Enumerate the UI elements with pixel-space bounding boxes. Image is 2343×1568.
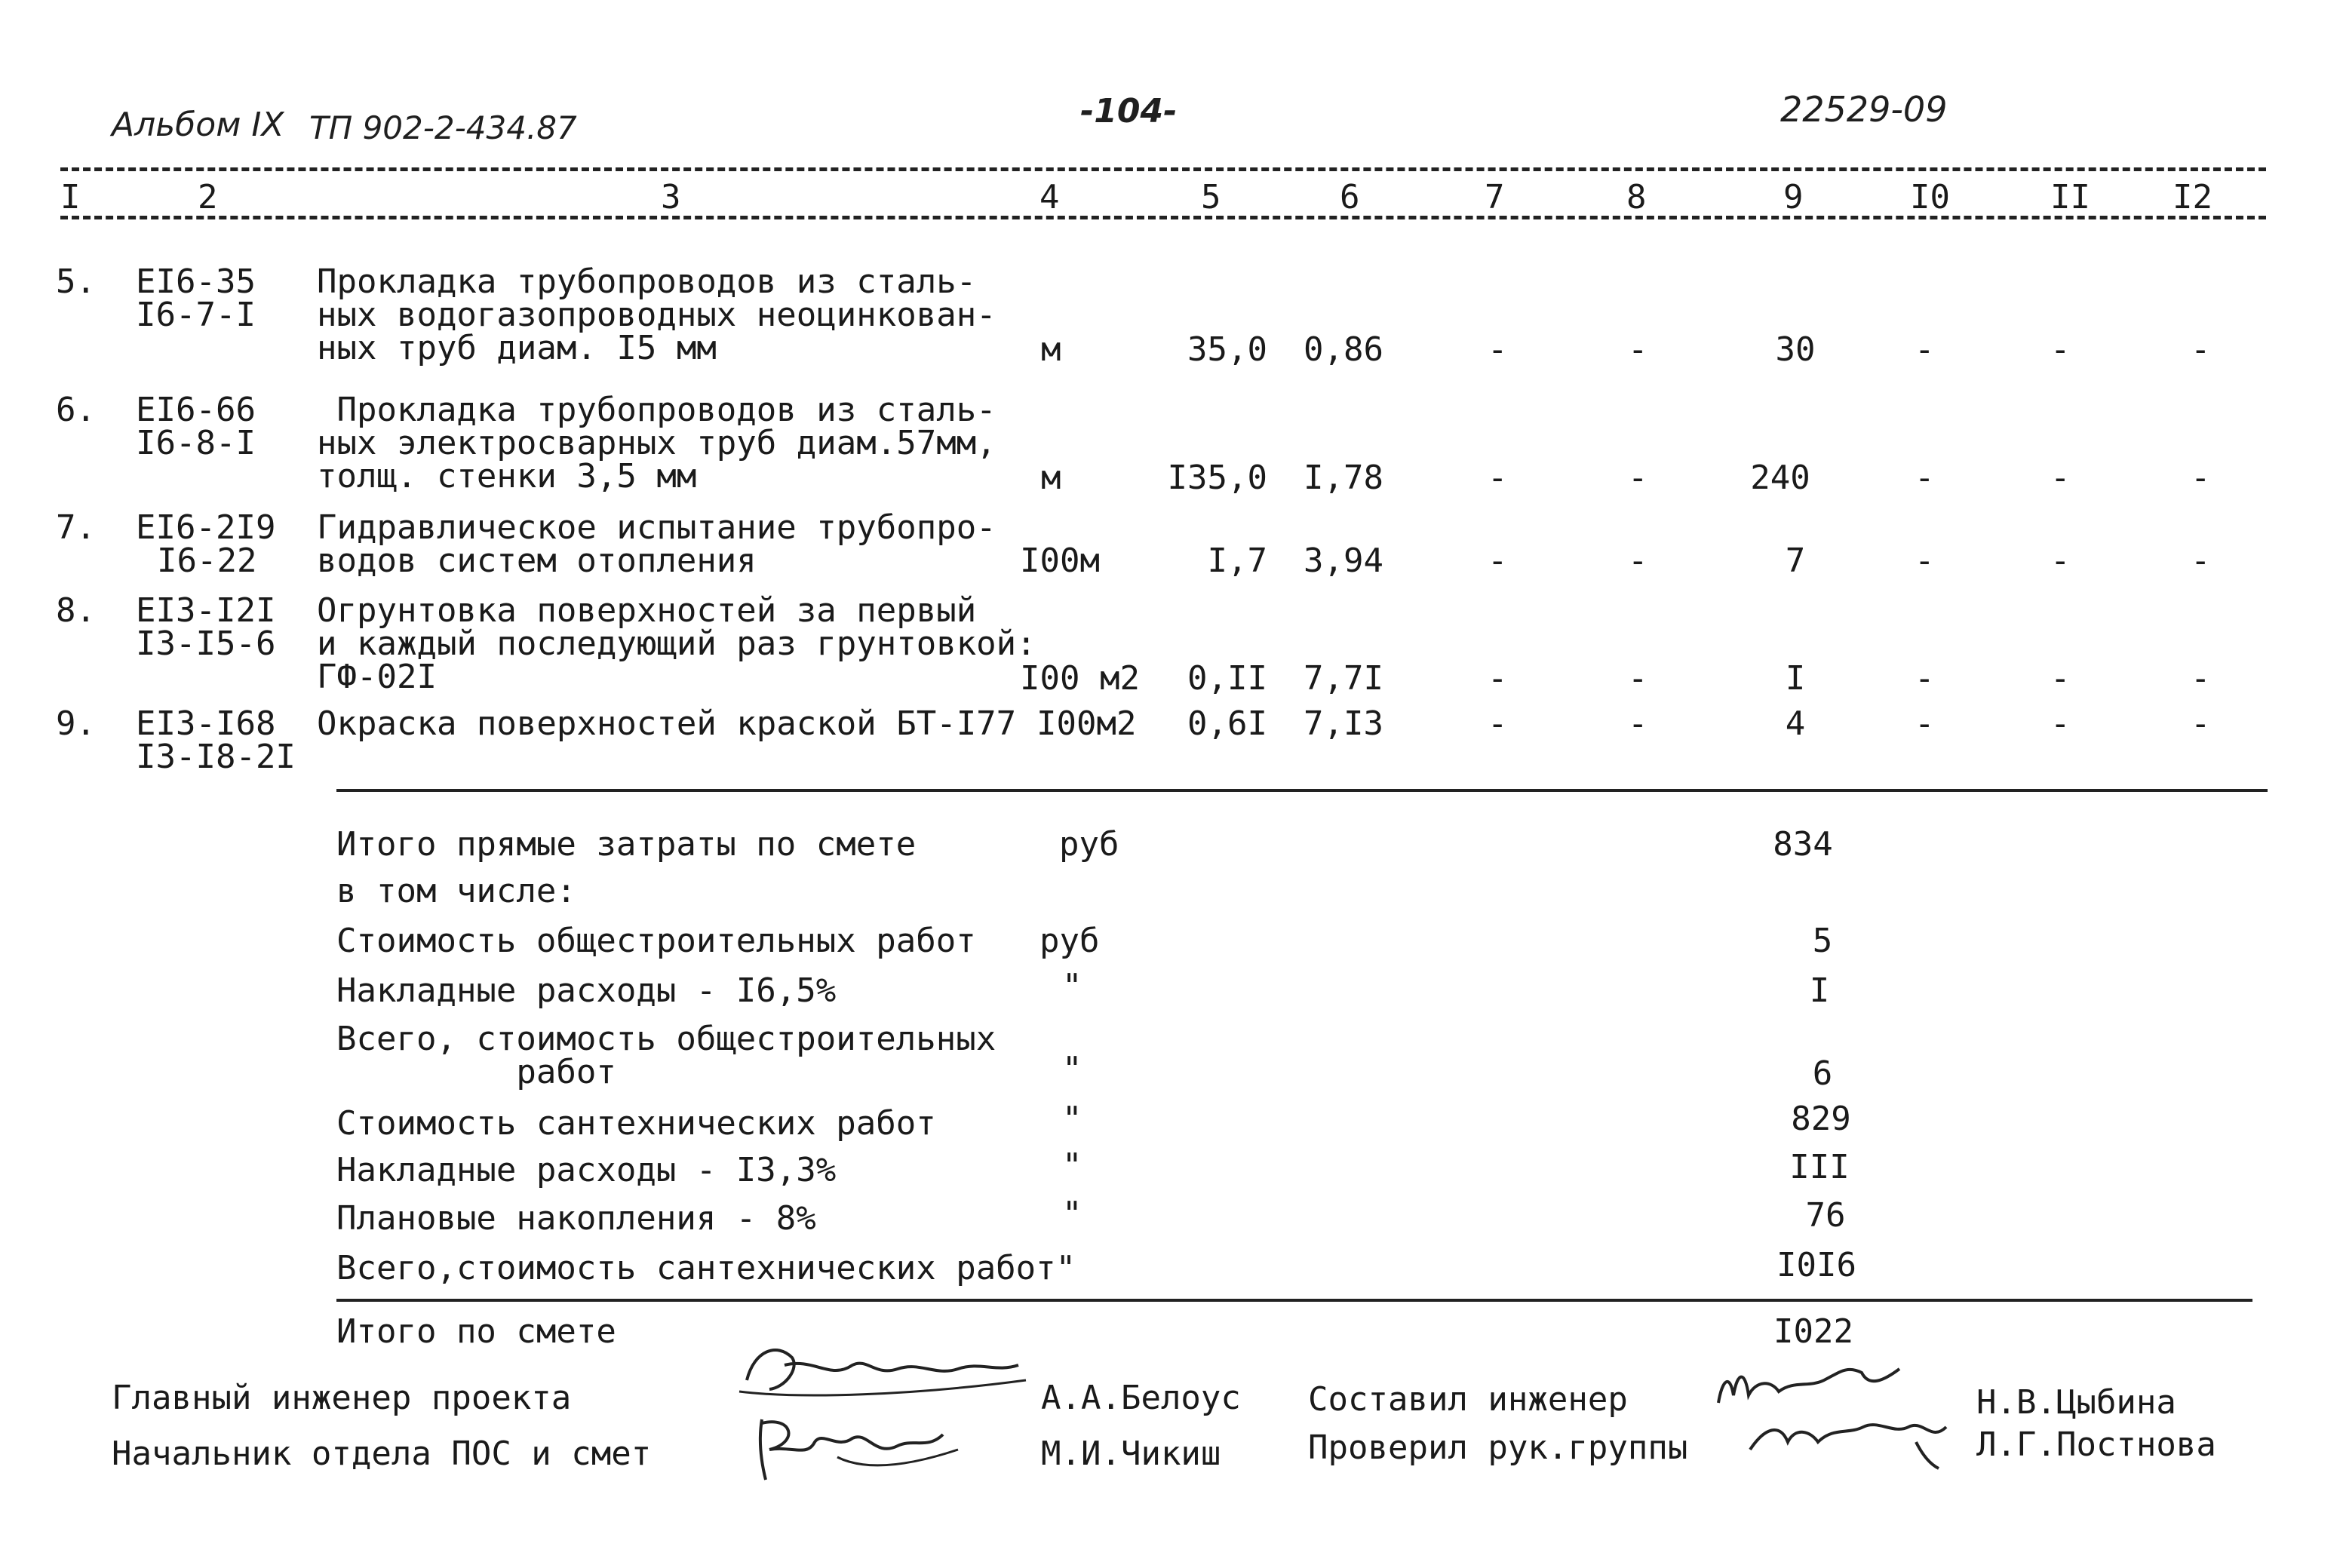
summary-value: I0I6 [1776,1246,1856,1284]
col7-value: - [1488,542,1508,580]
column-header: I [60,178,81,216]
row-number: 8. [56,591,96,630]
unit: I00м2 [1036,704,1137,743]
col11-value: - [2050,330,2071,369]
work-description: Окраска поверхностей краской БТ-I77 [317,704,1017,743]
col10-value: - [1915,704,1935,743]
work-description: Огрунтовка поверхностей за первый и каждый последующий раз грунтовкой: ГФ-02I [317,591,1036,696]
col11-value: - [2050,659,2071,698]
summary-unit: руб [1059,825,1119,864]
chief-engineer-signature [724,1335,1041,1403]
col7-value: - [1488,659,1508,698]
summary-unit: " [1062,1050,1082,1088]
unit-price: 3,94 [1304,542,1383,580]
col12-value: - [2191,330,2211,369]
unit: I00м [1020,542,1100,580]
col11-value: - [2050,459,2071,497]
unit-price: 7,I3 [1304,704,1383,743]
total-value: I022 [1773,1312,1853,1351]
unit: м [1041,459,1061,497]
cost-value: I [1785,659,1806,698]
column-header: 7 [1485,178,1505,216]
col10-value: - [1915,330,1935,369]
header-top-rule [60,167,2266,171]
column-header: 6 [1340,178,1360,216]
col11-value: - [2050,704,2071,743]
head-of-department-name: М.И.Чикиш [1041,1435,1221,1473]
chief-engineer-name: А.А.Белоус [1041,1379,1241,1417]
col11-value: - [2050,542,2071,580]
col10-value: - [1915,659,1935,698]
quantity: 0,6I [1187,704,1267,743]
unit-price: I,78 [1304,459,1383,497]
chief-engineer-title: Главный инженер проекта [112,1379,572,1417]
col8-value: - [1628,704,1648,743]
summary-value: 6 [1812,1054,1833,1093]
unit-price: 0,86 [1304,330,1383,369]
quantity: I,7 [1207,542,1267,580]
column-header: II [2050,178,2090,216]
total-label: Итого по смете [336,1312,616,1351]
summary-unit: " [1062,1195,1082,1233]
cost-value: 240 [1750,459,1810,497]
cost-value: 4 [1785,704,1806,743]
col12-value: - [2191,704,2211,743]
checked-by-signature [1735,1404,1961,1472]
column-header: 3 [661,178,681,216]
summary-value: 829 [1791,1100,1851,1138]
col10-value: - [1915,542,1935,580]
checked-by-title: Проверил рук.группы [1308,1428,1688,1467]
rate-subcode: I6-22 [157,542,257,580]
summary-label: Итого прямые затраты по смете [336,825,917,864]
work-description: Прокладка трубопроводов из сталь- ных электросварных труб диам.57мм, толщ. стенки 3,5 мм [317,391,996,496]
rate-subcode: I3-I5-6 [136,624,276,663]
row-number: 6. [56,391,96,429]
col8-value: - [1628,330,1648,369]
summary-label: в том числе: [336,872,576,910]
column-header: I0 [1910,178,1950,216]
summary-value: 834 [1773,825,1833,864]
quantity: 35,0 [1187,330,1267,369]
total-top-rule [336,1299,2252,1302]
checked-by-name: Л.Г.Постнова [1976,1425,2216,1464]
row-number: 9. [56,704,96,743]
cost-value: 7 [1785,542,1806,580]
col12-value: - [2191,542,2211,580]
document-number: 22529-09 [1780,89,1948,130]
summary-value: I [1809,971,1830,1010]
summary-top-rule [336,789,2268,792]
unit-price: 7,7I [1304,659,1383,698]
summary-value: 76 [1805,1196,1846,1235]
rate-subcode: I3-I8-2I [136,738,296,776]
summary-label: Накладные расходы - I6,5% [336,971,837,1010]
summary-label: Плановые накопления - 8% [336,1199,816,1238]
column-header: 9 [1783,178,1804,216]
summary-label: Стоимость сантехнических работ [336,1104,936,1143]
summary-label: Накладные расходы - I3,3% [336,1151,837,1189]
summary-label: Всего,стоимость сантехнических работ" [336,1249,1076,1287]
album-label: Альбом IX [112,106,284,144]
summary-unit: " [1062,1100,1082,1138]
col7-value: - [1488,704,1508,743]
col8-value: - [1628,542,1648,580]
summary-label: Всего, стоимость общестроительных работ [336,1020,996,1091]
col7-value: - [1488,330,1508,369]
cost-value: 30 [1775,330,1816,369]
work-description: Гидравлическое испытание трубопро- водов систем отопления [317,508,996,580]
column-header: 4 [1039,178,1060,216]
row-number: 5. [56,262,96,301]
rate-subcode: I6-8-I [136,424,256,462]
work-description: Прокладка трубопроводов из сталь- ных водогазопроводных неоцинкован- ных труб диам. I5 мм [317,262,996,367]
column-header: 2 [198,178,218,216]
column-header: 8 [1626,178,1647,216]
summary-unit: " [1062,1146,1082,1185]
col12-value: - [2191,659,2211,698]
project-code: ТП 902-2-434.87 [309,109,577,146]
rate-code: EI6-2I9 [136,508,276,547]
column-header: I2 [2173,178,2212,216]
head-of-department-title: Начальник отдела ПОС и смет [112,1435,652,1473]
head-of-department-signature [747,1404,973,1487]
col7-value: - [1488,459,1508,497]
col12-value: - [2191,459,2211,497]
col10-value: - [1915,459,1935,497]
column-header: 5 [1201,178,1221,216]
rate-code: EI6-66 [136,391,256,429]
row-number: 7. [56,508,96,547]
summary-label: Стоимость общестроительных работ [336,922,976,960]
quantity: 0,II [1187,659,1267,698]
compiled-by-name: Н.В.Цыбина [1976,1383,2176,1422]
page-number: -104- [1080,92,1178,130]
rate-code: EI3-I2I [136,591,276,630]
col8-value: - [1628,459,1648,497]
unit: I00 м2 [1020,659,1140,698]
rate-code: EI3-I68 [136,704,276,743]
summary-value: III [1789,1148,1850,1186]
col8-value: - [1628,659,1648,698]
compiled-by-title: Составил инженер [1308,1380,1628,1419]
summary-unit: руб [1039,922,1100,960]
quantity: I35,0 [1167,459,1267,497]
rate-subcode: I6-7-I [136,296,256,334]
unit: м [1041,330,1061,369]
summary-value: 5 [1812,922,1833,960]
rate-code: EI6-35 [136,262,256,301]
summary-unit: " [1062,967,1082,1005]
